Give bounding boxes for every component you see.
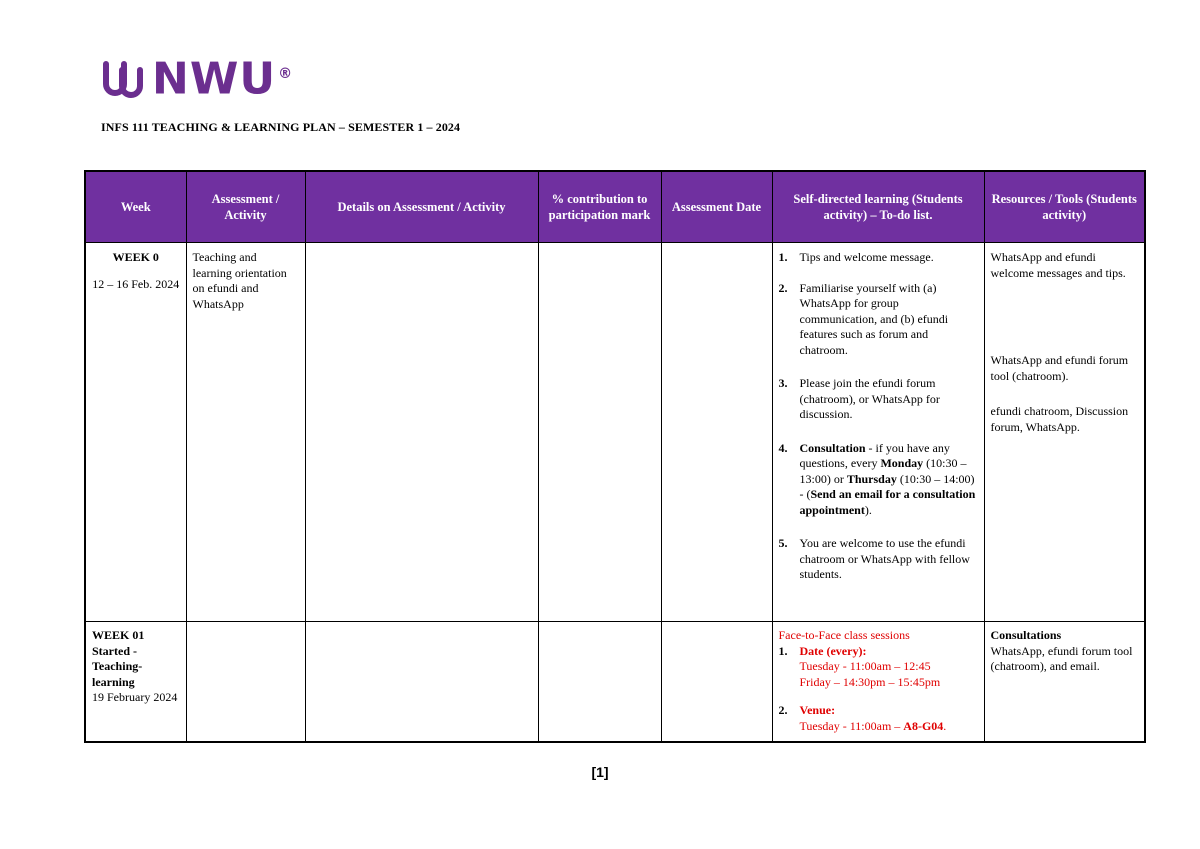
header-self-directed-learning: Self-directed learning (Students activity) – To-do list. [772, 171, 984, 243]
document-title: INFS 111 TEACHING & LEARNING PLAN – SEMESTER 1 – 2024 [101, 120, 461, 134]
todo-cell [772, 622, 984, 743]
list-item: 1. Date (every): Tuesday - 11:00am – 12:45 Friday – 14:30pm – 15:45pm [778, 643, 941, 689]
contribution-cell [538, 243, 661, 622]
todo-heading: Face-to-Face class sessions [778, 628, 910, 642]
resources-cell [984, 243, 1145, 622]
header-contribution: % contribution to participation mark [538, 171, 661, 243]
date-cell [661, 243, 772, 622]
list-item: 3. Please join the efundi forum (chatroom), or WhatsApp for discussion. [778, 376, 940, 421]
todo-cell [772, 243, 984, 622]
header-assessment-date: Assessment Date [661, 171, 772, 243]
list-item: 4. Consultation - if you have any questions, every Monday (10:30 – 13:00) or Thursday (10:30 – 14:00) - (Send an email for a consultation appointment). [778, 440, 976, 517]
nwu-emblem-icon [100, 54, 146, 100]
resource-item: WhatsApp, efundi forum tool (chatroom), and email. [990, 643, 1133, 673]
week-cell [85, 622, 186, 743]
activity-cell [186, 622, 305, 743]
list-item: 1. Tips and welcome message. [778, 250, 934, 264]
header-week: Week [85, 171, 186, 243]
list-item: 2. Familiarise yourself with (a) WhatsApp for group communication, and (b) efundi features such as forum and chatroom. [778, 280, 949, 357]
date-cell [661, 622, 772, 743]
todo-list [779, 250, 978, 583]
list-item: 5. You are welcome to use the efundi chatroom or WhatsApp with fellow students. [778, 536, 970, 581]
table-row [85, 622, 1145, 743]
contribution-cell [538, 622, 661, 743]
week-label: WEEK 01 [92, 628, 145, 642]
header-details: Details on Assessment / Activity [305, 171, 538, 243]
details-cell [305, 243, 538, 622]
teaching-plan-table [84, 170, 1146, 743]
table-header-row [85, 171, 1145, 243]
table-row [85, 243, 1145, 622]
nwu-logo [100, 52, 294, 105]
resource-item: WhatsApp and efundi forum tool (chatroom). [990, 353, 1129, 383]
header-assessment-activity: Assessment / Activity [186, 171, 305, 243]
week-date: 19 February 2024 [92, 690, 178, 704]
resource-heading: Consultations [990, 628, 1062, 642]
logo-text: NWU ® [152, 53, 294, 105]
resource-item: efundi chatroom, Discussion forum, WhatsApp. [990, 404, 1129, 434]
resource-item: WhatsApp and efundi welcome messages and tips. [990, 250, 1126, 280]
page-number: [1] [591, 764, 609, 780]
list-item: 2. Venue: Tuesday - 11:00am – A8-G04. [778, 703, 947, 733]
resources-cell [984, 622, 1145, 743]
week-cell [85, 243, 186, 622]
week-dates: 12 – 16 Feb. 2024 [92, 276, 180, 291]
activity-cell: Teaching and learning orientation on efundi and WhatsApp [186, 243, 305, 622]
details-cell [305, 622, 538, 743]
header-resources-tools: Resources / Tools (Students activity) [984, 171, 1145, 243]
week-label: WEEK 0 [112, 250, 159, 264]
week-started: Started - Teaching-learning [92, 643, 143, 689]
